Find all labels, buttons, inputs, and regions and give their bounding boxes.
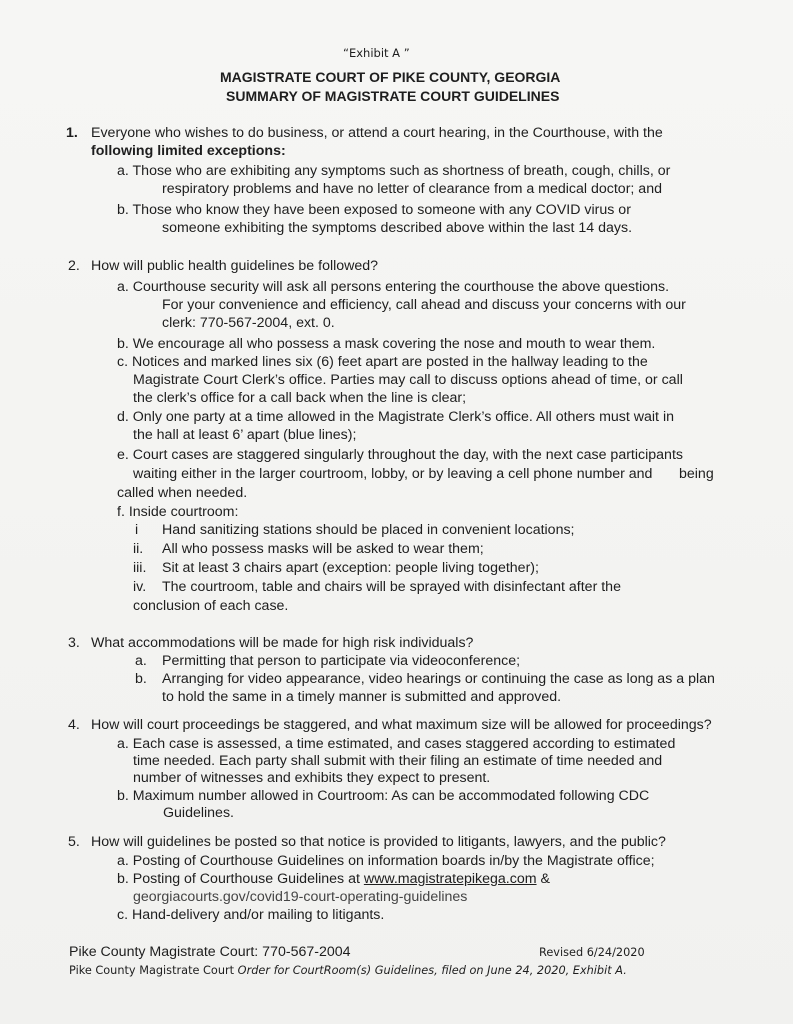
courtroom-item-iv: The courtroom, table and chairs will be sprayed with disinfectant after the (162, 579, 621, 595)
footer-revised: Revised 6/24/2020 (539, 946, 645, 959)
magistrate-website-link[interactable]: www.magistratepikega.com (363, 871, 537, 887)
courtroom-item-iv-cont: conclusion of each case. (133, 598, 289, 614)
section-1-item-a: a. Those who are exhibiting any symptoms such as shortness of breath, cough, chills, or (117, 163, 671, 179)
courtroom-item-ii: All who possess masks will be asked to wear them; (162, 541, 484, 557)
section-3-item-b: Arranging for video appearance, video hearings or continuing the case as long as a plan (162, 671, 715, 687)
section-2-item-e-cont: waiting either in the larger courtroom, lobby, or by leaving a cell phone number and (133, 466, 653, 482)
section-1-text: Everyone who wishes to do business, or attend a court hearing, in the Courthouse, with the (91, 125, 663, 141)
courtroom-item-iii: Sit at least 3 chairs apart (exception: people living together); (162, 560, 539, 576)
georgiacourts-guidelines-link[interactable]: georgiacourts.gov/covid19-court-operating-guidelines (133, 889, 468, 905)
section-4-question: How will court proceedings be staggered, and what maximum size will be allowed for proceedings? (91, 717, 712, 733)
section-2-item-c: c. Notices and marked lines six (6) feet apart are posted in the hallway leading to the (117, 354, 648, 370)
section-2-item-b: b. We encourage all who possess a mask covering the nose and mouth to wear them. (117, 336, 656, 352)
section-5-item-c: c. Hand-delivery and/or mailing to litigants. (117, 907, 385, 923)
footer-order-title: Order for CourtRoom(s) Guidelines, filed on June 24, 2020, Exhibit A. (237, 964, 627, 977)
section-5-number: 5. (68, 834, 80, 850)
courtroom-item-iv-number: iv. (133, 579, 147, 595)
section-2-item-e: e. Court cases are staggered singularly throughout the day, with the next case participants (117, 447, 683, 463)
section-5-question: How will guidelines be posted so that notice is provided to litigants, lawyers, and the public? (91, 834, 666, 850)
section-5-item-b-text: b. Posting of Courthouse Guidelines at (117, 871, 364, 887)
section-5-item-a: a. Posting of Courthouse Guidelines on information boards in/by the Magistrate office; (117, 853, 655, 869)
section-2-item-f: f. Inside courtroom: (117, 504, 239, 520)
footer-order-line (69, 962, 627, 980)
courtroom-item-i-number: i (135, 522, 139, 538)
section-2-item-e-cont-tail: being (679, 466, 714, 482)
section-4-item-a-cont: time needed. Each party shall submit with their filing an estimate of time needed and (133, 753, 663, 769)
section-3-item-a: Permitting that person to participate via videoconference; (162, 653, 521, 669)
section-1-exceptions-label: following limited exceptions: (91, 143, 286, 159)
document-title: SUMMARY OF MAGISTRATE COURT GUIDELINES (226, 88, 560, 104)
section-2-question: How will public health guidelines be followed? (91, 258, 379, 274)
footer-phone: Pike County Magistrate Court: 770-567-2004 (69, 944, 351, 960)
section-3-question: What accommodations will be made for high risk individuals? (91, 635, 474, 651)
section-4-item-a-cont2: number of witnesses and exhibits they expect to present. (133, 770, 491, 786)
section-2-item-c-cont2: the clerk’s office for a call back when the line is clear; (133, 390, 467, 406)
court-title: MAGISTRATE COURT OF PIKE COUNTY, GEORGIA (220, 69, 561, 85)
section-3-item-a-number: a. (135, 653, 147, 669)
footer-order-prefix: Pike County Magistrate Court (69, 964, 238, 977)
section-1-item-b-cont: someone exhibiting the symptoms described above within the last 14 days. (162, 220, 633, 236)
section-4-number: 4. (68, 717, 80, 733)
section-2-item-a: a. Courthouse security will ask all persons entering the courthouse the above questions. (117, 279, 670, 295)
section-1-item-b: b. Those who know they have been exposed to someone with any COVID virus or (117, 202, 631, 218)
section-4-item-b-cont: Guidelines. (163, 805, 234, 821)
section-1-item-a-cont: respiratory problems and have no letter of clearance from a medical doctor; and (162, 181, 662, 197)
courtroom-item-iii-number: iii. (133, 560, 147, 576)
section-4-item-b: b. Maximum number allowed in Courtroom: As can be accommodated following CDC (117, 788, 650, 804)
section-2-item-a-cont: For your convenience and efficiency, call ahead and discuss your concerns with our (162, 297, 686, 313)
section-5-item-b-amp: & (536, 871, 550, 887)
exhibit-label: “Exhibit A ” (343, 46, 410, 60)
section-2-item-a-cont2: clerk: 770-567-2004, ext. 0. (162, 315, 335, 331)
section-1-number: 1. (66, 125, 78, 141)
courtroom-item-i: Hand sanitizing stations should be placed in convenient locations; (162, 522, 575, 538)
section-2-item-c-cont: Magistrate Court Clerk’s office. Parties may call to discuss options ahead of time, or call (133, 372, 683, 388)
section-2-number: 2. (68, 258, 80, 274)
section-3-number: 3. (68, 635, 80, 651)
section-3-item-b-number: b. (135, 671, 147, 687)
section-4-item-a: a. Each case is assessed, a time estimated, and cases staggered according to estimated (117, 736, 676, 752)
section-3-item-b-cont: to hold the same in a timely manner is submitted and approved. (162, 689, 562, 705)
section-2-item-d: d. Only one party at a time allowed in the Magistrate Clerk’s office. All others must wait in (117, 409, 674, 425)
section-2-item-e-cont2: called when needed. (117, 485, 248, 501)
section-2-item-d-cont: the hall at least 6’ apart (blue lines); (133, 427, 357, 443)
section-5-item-b (117, 870, 550, 888)
courtroom-item-ii-number: ii. (133, 541, 144, 557)
